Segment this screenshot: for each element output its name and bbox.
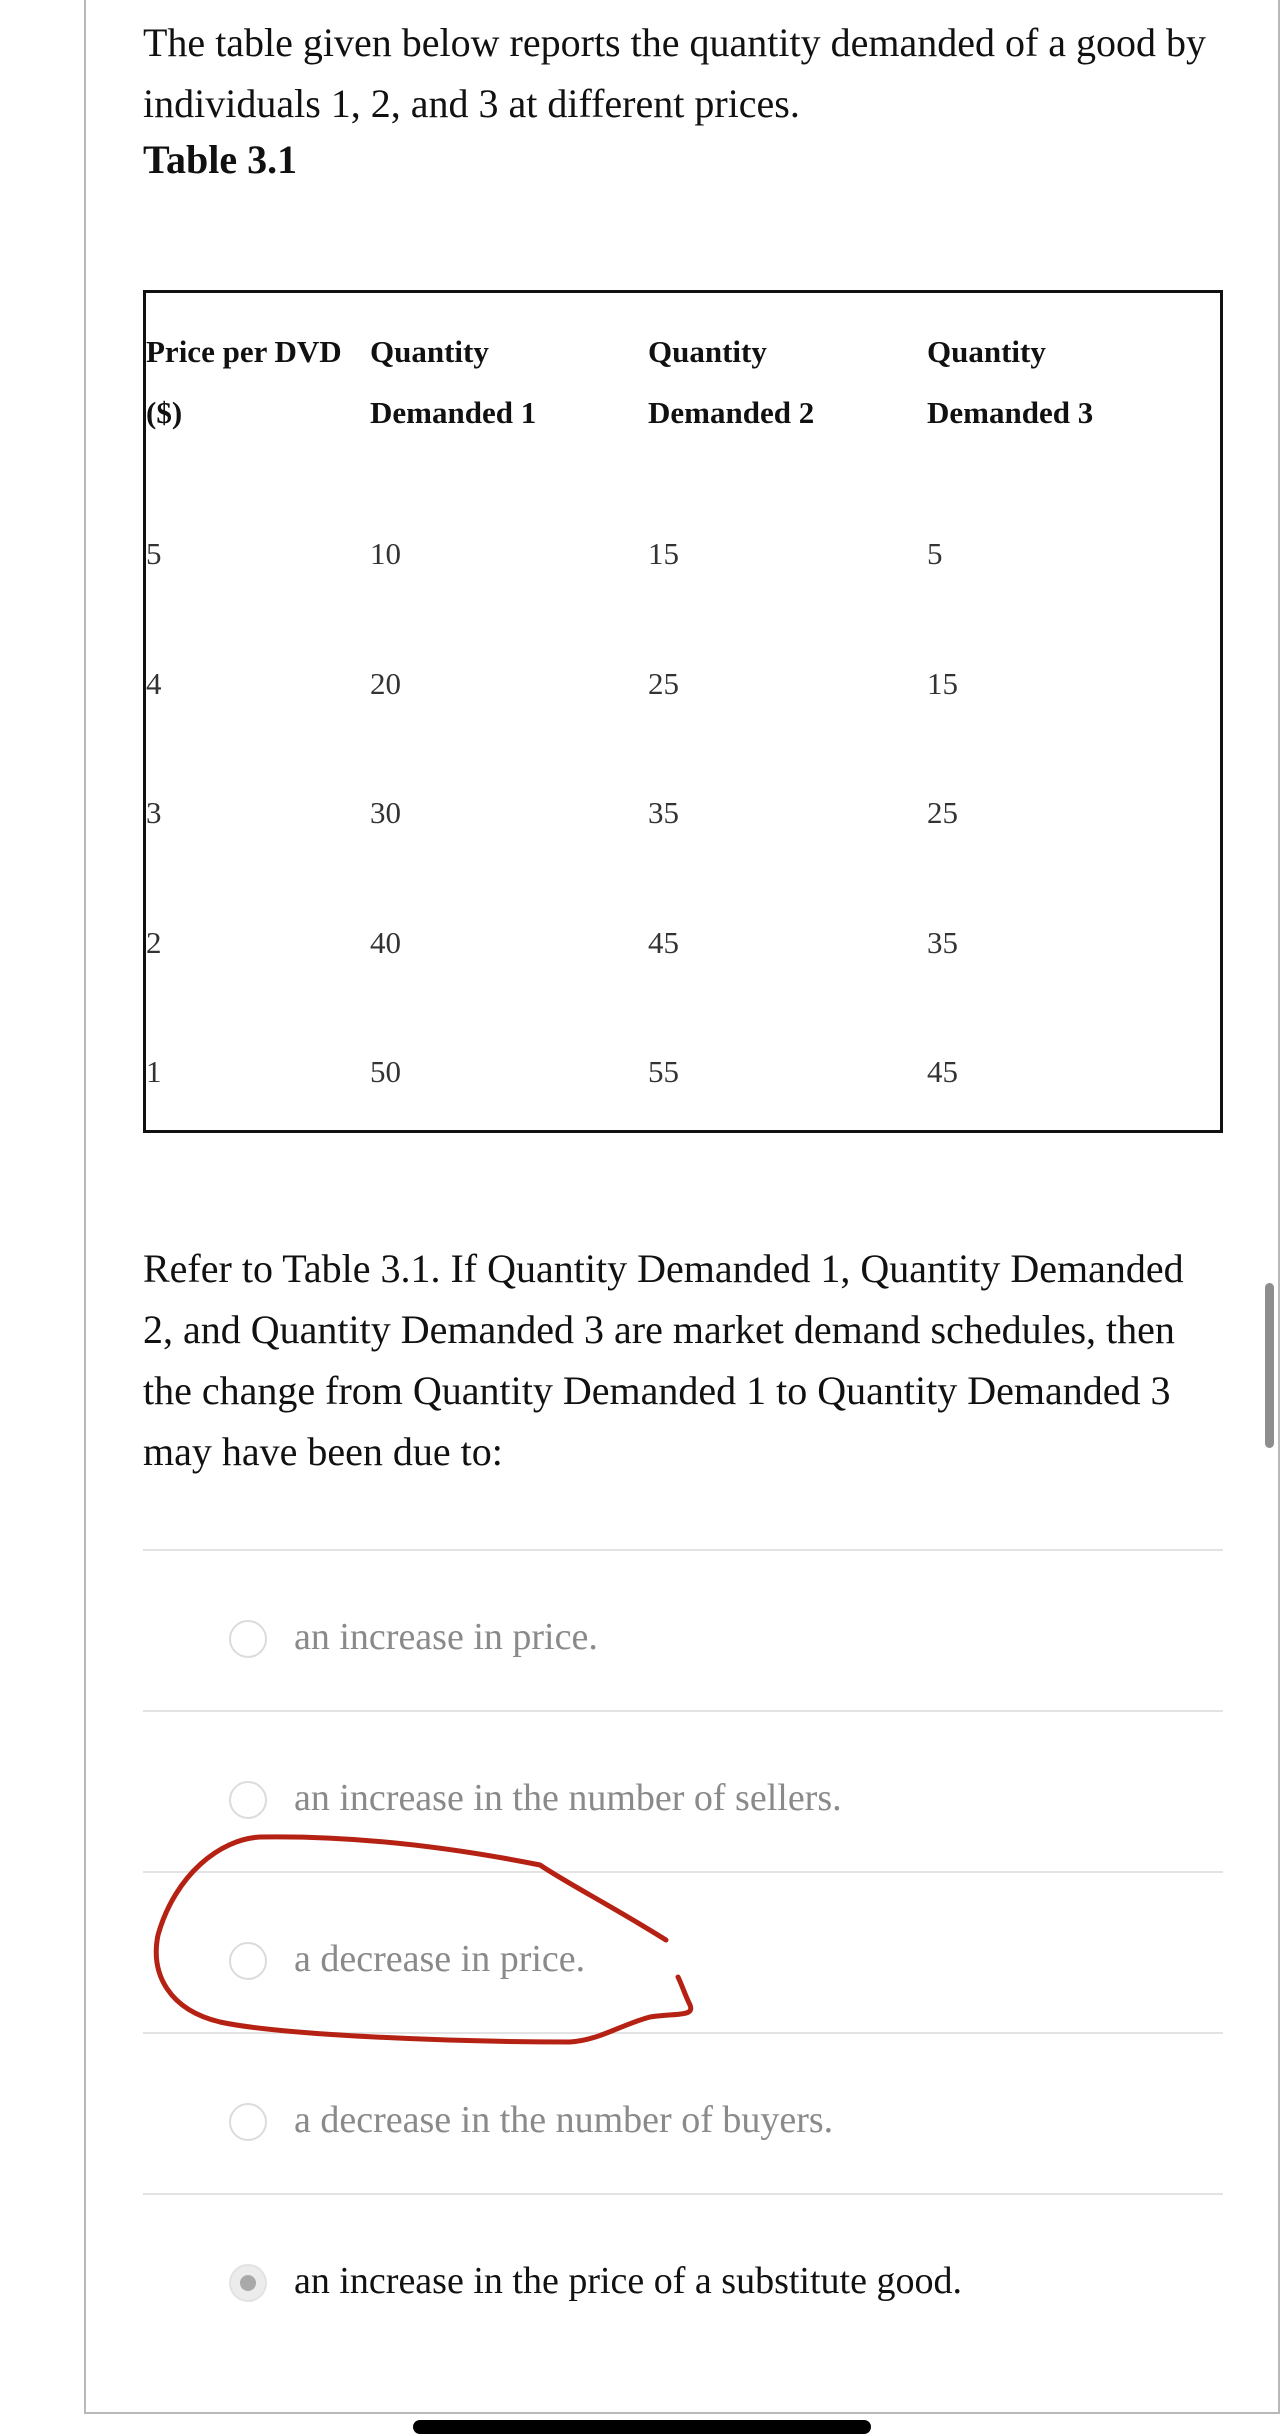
handdrawn-circle-annotation [150,1835,710,2055]
table-cell: 3 [146,795,162,830]
option-divider [143,1710,1223,1712]
radio-button-selected[interactable] [229,2264,267,2302]
radio-button[interactable] [229,2103,267,2141]
demand-table [143,290,1223,1133]
table-cell: 15 [648,536,679,571]
answer-option-1[interactable] [143,1616,1223,1730]
table-header-qd1: Quantity Demanded 1 [370,334,537,430]
table-header-qd3: Quantity Demanded 3 [927,334,1094,430]
table-cell: 35 [648,795,679,830]
table-cell: 40 [370,925,401,960]
scrollbar-thumb[interactable] [1265,1283,1274,1448]
home-indicator[interactable] [413,2420,871,2434]
table-cell: 15 [927,666,958,701]
table-cell: 25 [648,666,679,701]
table-header-qd2: Quantity Demanded 2 [648,334,815,430]
table-cell: 20 [370,666,401,701]
table-cell: 5 [927,536,943,571]
question-text: Refer to Table 3.1. If Quantity Demanded 1, Quantity Demanded 2, and Quantity Demanded 3 are market demand schedules, then the change from Quantity Demanded 1 to Quantity Demanded 3 may have been due to: [143,1246,1184,1474]
option-label: an increase in price. [294,1616,598,1658]
table-cell: 30 [370,795,401,830]
table-cell: 50 [370,1054,401,1089]
intro-text: The table given below reports the quantity demanded of a good by individuals 1, 2, and 3 at different prices. [143,20,1207,126]
table-cell: 1 [146,1054,162,1089]
table-cell: 55 [648,1054,679,1089]
table-header-price: Price per DVD ($) [146,334,342,430]
option-label: a decrease in price. [294,1938,586,1980]
answer-option-4[interactable] [143,2099,1223,2213]
option-label: an increase in the price of a substitute good. [294,2260,962,2302]
option-divider [143,1549,1223,1551]
option-divider [143,2193,1223,2195]
answer-option-5[interactable] [143,2260,1223,2374]
table-cell: 10 [370,536,401,571]
table-cell: 45 [648,925,679,960]
option-label: a decrease in the number of buyers. [294,2099,834,2141]
table-cell: 45 [927,1054,958,1089]
table-cell: 25 [927,795,958,830]
table-title: Table 3.1 [143,137,298,182]
option-label: an increase in the number of sellers. [294,1777,842,1819]
table-cell: 4 [146,666,162,701]
radio-button[interactable] [229,1620,267,1658]
table-cell: 5 [146,536,162,571]
table-cell: 2 [146,925,162,960]
radio-button[interactable] [229,1781,267,1819]
table-cell: 35 [927,925,958,960]
